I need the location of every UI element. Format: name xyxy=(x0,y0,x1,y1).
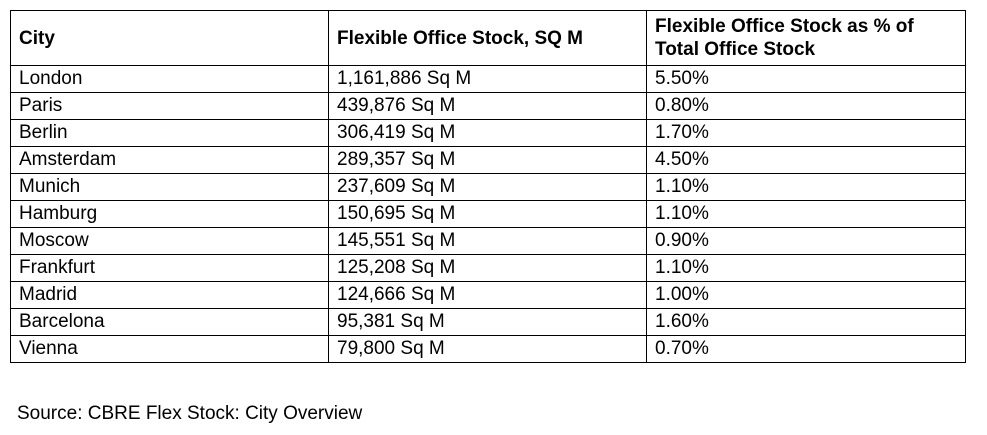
cell-flex-stock-percent: 1.10% xyxy=(647,174,966,201)
cell-flex-stock: 306,419 Sq M xyxy=(329,120,647,147)
cell-flex-stock-percent: 1.00% xyxy=(647,282,966,309)
cell-city: Madrid xyxy=(11,282,329,309)
cell-flex-stock-percent: 0.80% xyxy=(647,93,966,120)
cell-flex-stock-percent: 1.10% xyxy=(647,201,966,228)
cell-flex-stock: 289,357 Sq M xyxy=(329,147,647,174)
table-row xyxy=(11,174,966,201)
cell-flex-stock-percent: 4.50% xyxy=(647,147,966,174)
cell-flex-stock: 79,800 Sq M xyxy=(329,336,647,363)
table-row xyxy=(11,147,966,174)
cell-city: Munich xyxy=(11,174,329,201)
cell-flex-stock-percent: 5.50% xyxy=(647,66,966,93)
cell-flex-stock: 150,695 Sq M xyxy=(329,201,647,228)
cell-flex-stock: 124,666 Sq M xyxy=(329,282,647,309)
cell-city: Frankfurt xyxy=(11,255,329,282)
cell-flex-stock: 1,161,886 Sq M xyxy=(329,66,647,93)
cell-flex-stock: 439,876 Sq M xyxy=(329,93,647,120)
office-stock-table-container xyxy=(10,10,965,363)
cell-flex-stock-percent: 0.70% xyxy=(647,336,966,363)
cell-flex-stock-percent: 1.10% xyxy=(647,255,966,282)
cell-flex-stock-percent: 0.90% xyxy=(647,228,966,255)
cell-city: Hamburg xyxy=(11,201,329,228)
cell-flex-stock: 95,381 Sq M xyxy=(329,309,647,336)
table-row xyxy=(11,309,966,336)
cell-flex-stock: 125,208 Sq M xyxy=(329,255,647,282)
table-row xyxy=(11,228,966,255)
header-flex-stock-percent: Flexible Office Stock as % of Total Office Stock xyxy=(647,11,966,66)
cell-city: Barcelona xyxy=(11,309,329,336)
table-row xyxy=(11,282,966,309)
table-body xyxy=(11,66,966,363)
header-city: City xyxy=(11,11,329,66)
table-row xyxy=(11,66,966,93)
table-row xyxy=(11,336,966,363)
office-stock-table xyxy=(10,10,966,363)
cell-city: Amsterdam xyxy=(11,147,329,174)
header-row xyxy=(11,11,966,66)
table-row xyxy=(11,93,966,120)
cell-city: Berlin xyxy=(11,120,329,147)
cell-flex-stock: 237,609 Sq M xyxy=(329,174,647,201)
table-header xyxy=(11,11,966,66)
cell-flex-stock-percent: 1.60% xyxy=(647,309,966,336)
cell-flex-stock: 145,551 Sq M xyxy=(329,228,647,255)
table-row xyxy=(11,120,966,147)
table-row xyxy=(11,201,966,228)
cell-city: Paris xyxy=(11,93,329,120)
cell-city: Moscow xyxy=(11,228,329,255)
cell-city: London xyxy=(11,66,329,93)
source-note: Source: CBRE Flex Stock: City Overview xyxy=(17,403,363,424)
cell-city: Vienna xyxy=(11,336,329,363)
table-row xyxy=(11,255,966,282)
cell-flex-stock-percent: 1.70% xyxy=(647,120,966,147)
header-flex-stock: Flexible Office Stock, SQ M xyxy=(329,11,647,66)
